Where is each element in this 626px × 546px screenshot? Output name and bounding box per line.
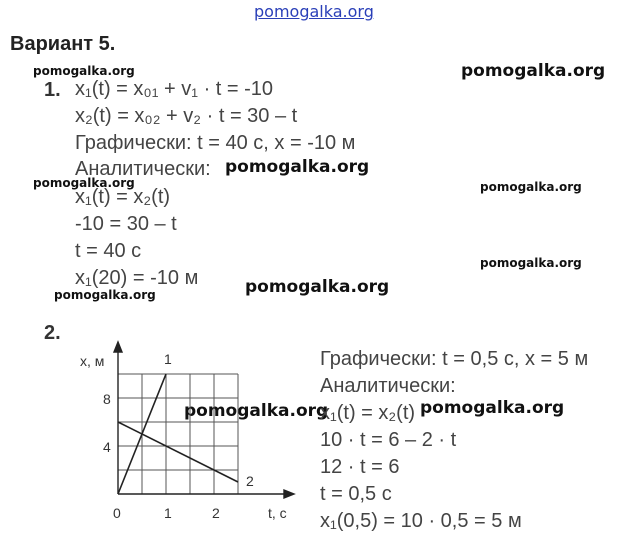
line-2-label: 2: [246, 473, 254, 489]
problem-2-line: 12 · t = 6: [320, 456, 400, 478]
y-axis-label: x, м: [80, 353, 105, 369]
problem-1-line: x₂(t) = x₀₂ + v₂ · t = 30 – t: [75, 105, 298, 127]
watermark: pomogalka.org: [480, 180, 582, 194]
problem-1-line: t = 40 с: [75, 240, 142, 262]
graph-grid: [118, 374, 238, 494]
x-tick-label: 1: [164, 505, 172, 521]
problem-2-line: x₁(t) = x₂(t): [320, 402, 416, 424]
x-axis-label: t, с: [268, 505, 287, 521]
problem-1-line: x₁(20) = -10 м: [75, 267, 199, 289]
problem-1-line: Аналитически:: [75, 158, 211, 180]
problem-2-line: x₁(0,5) = 10 · 0,5 = 5 м: [320, 510, 522, 532]
problem-2-line: Аналитически:: [320, 375, 456, 397]
watermark: pomogalka.org: [420, 398, 565, 418]
motion-graph: [80, 340, 307, 530]
problem-2-line: t = 0,5 с: [320, 483, 392, 505]
variant-heading: Вариант 5.: [10, 33, 116, 55]
watermark: pomogalka.org: [461, 61, 606, 81]
watermark: pomogalka.org: [184, 401, 329, 421]
watermark: pomogalka.org: [33, 64, 135, 78]
watermark: pomogalka.org: [480, 256, 582, 270]
watermark: pomogalka.org: [245, 277, 390, 297]
problem-1-number: 1.: [44, 79, 61, 101]
y-tick-label: 4: [103, 439, 111, 455]
graph-line-2: [118, 422, 238, 482]
watermark-top-link[interactable]: pomogalka.org: [254, 2, 374, 21]
problem-2-line: Графически: t = 0,5 с, x = 5 м: [320, 348, 589, 370]
problem-1-line: -10 = 30 – t: [75, 213, 177, 235]
x-tick-label: 2: [212, 505, 220, 521]
problem-1-line: Графически: t = 40 с, x = -10 м: [75, 132, 356, 154]
watermark: pomogalka.org: [54, 288, 156, 302]
problem-2-number: 2.: [44, 322, 61, 344]
watermark: pomogalka.org: [33, 176, 135, 190]
watermark: pomogalka.org: [225, 157, 370, 177]
x-tick-label: 0: [113, 505, 121, 521]
problem-1-line: x₁(t) = x₀₁ + v₁ · t = -10: [75, 78, 274, 100]
problem-1-line: x₁(t) = x₂(t): [75, 186, 171, 208]
y-tick-label: 8: [103, 391, 111, 407]
graph-axes: [114, 342, 294, 498]
line-1-label: 1: [164, 351, 172, 367]
problem-2-line: 10 · t = 6 – 2 · t: [320, 429, 457, 451]
